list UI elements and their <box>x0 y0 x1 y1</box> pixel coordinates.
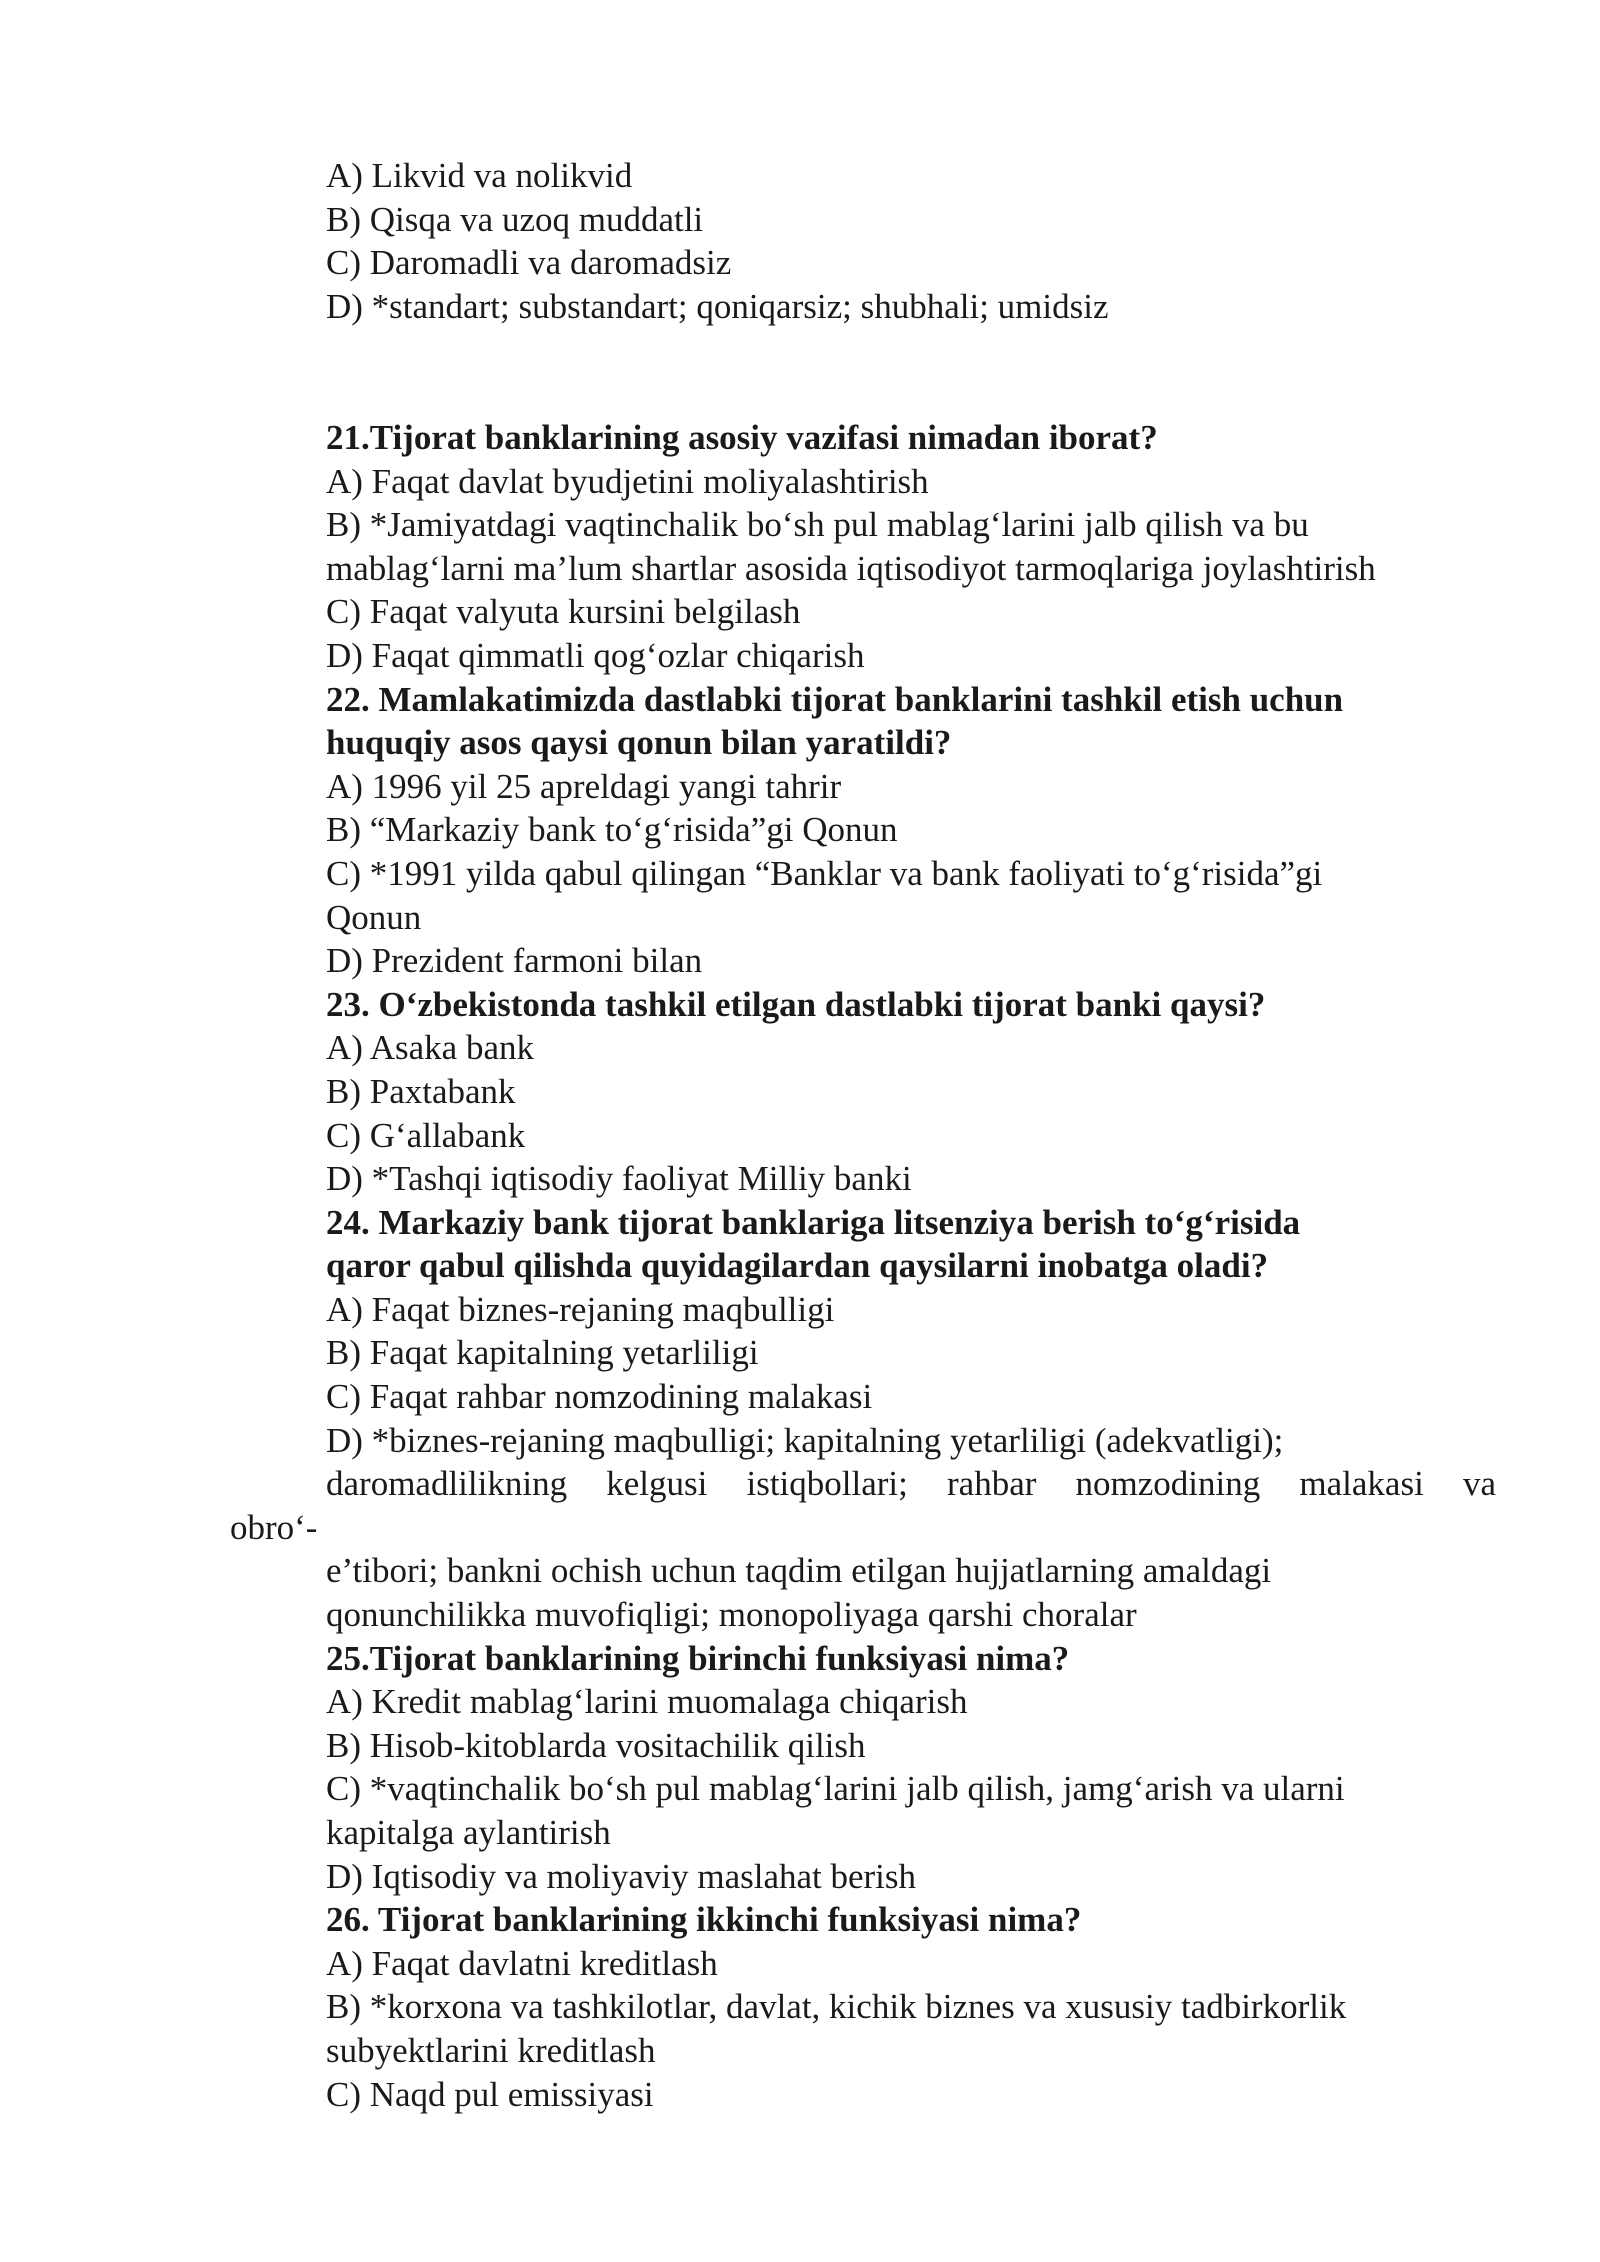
answer-c: C) Faqat rahbar nomzodining malakasi <box>326 1377 873 1417</box>
word: kelgusi <box>606 1464 708 1504</box>
answer-d: D) Prezident farmoni bilan <box>326 941 703 981</box>
answer-a: A) 1996 yil 25 apreldagi yangi tahrir <box>326 766 842 806</box>
question-text: 21.Tijorat banklarining asosiy vazifasi nimadan iborat? <box>326 418 1158 457</box>
answer-a: A) Asaka bank <box>326 1028 535 1068</box>
answer-b: B) Qisqa va uzoq muddatli <box>326 199 704 239</box>
answer-b: B) Faqat kapitalning yetarliligi <box>326 1333 759 1373</box>
answer-b-continued: subyektlarini kreditlash <box>326 2030 656 2070</box>
word: rahbar <box>947 1464 1037 1504</box>
answer-b-continued: mablag‘larni ma’lum shartlar asosida iqtisodiyot tarmoqlariga joylashtirish <box>326 548 1376 588</box>
question-22 <box>326 678 1496 983</box>
answer-c: C) Faqat valyuta kursini belgilash <box>326 592 801 632</box>
answer-d: D) *biznes-rejaning maqbulligi; kapitalning yetarliligi (adekvatligi); <box>326 1420 1284 1460</box>
answer-c: C) G‘allabank <box>326 1115 526 1155</box>
question-text: 25.Tijorat banklarining birinchi funksiyasi nima? <box>326 1638 1070 1678</box>
word: daromadlilikning <box>326 1464 568 1504</box>
prev-question-answers <box>326 154 1496 328</box>
answer-d: D) *standart; substandart; qoniqarsiz; shubhali; umidsiz <box>326 286 1109 326</box>
answer-a: A) Faqat davlat byudjetini moliyalashtirish <box>326 461 929 501</box>
answer-a: A) Faqat biznes-rejaning maqbulligi <box>326 1289 835 1329</box>
answer-b: B) “Markaziy bank to‘g‘risida”gi Qonun <box>326 810 898 850</box>
answer-c: C) *vaqtinchalik bo‘sh pul mablag‘larini jalb qilish, jamg‘arish va ularni <box>326 1769 1345 1809</box>
question-23 <box>326 983 1496 1201</box>
answer-a: A) Likvid va nolikvid <box>326 156 633 195</box>
answer-d-continued: qonunchilikka muvofiqligi; monopoliyaga qarshi choralar <box>326 1595 1137 1635</box>
answer-b: B) *korxona va tashkilotlar, davlat, kichik biznes va xususiy tadbirkorlik <box>326 1987 1347 2027</box>
answer-d: D) *Tashqi iqtisodiy faoliyat Milliy banki <box>326 1159 912 1199</box>
answer-a: A) Kredit mablag‘larini muomalaga chiqarish <box>326 1682 968 1722</box>
answer-c-continued: kapitalga aylantirish <box>326 1813 611 1852</box>
answer-c: C) Daromadli va daromadsiz <box>326 243 732 283</box>
question-text-continued: qaror qabul qilishda quyidagilardan qaysilarni inobatga oladi? <box>326 1246 1269 1286</box>
answer-d-justified-line <box>326 1462 1496 1506</box>
question-25 <box>326 1637 1496 1899</box>
answer-d-outdent: obro‘- <box>230 1507 318 1547</box>
answer-b: B) Hisob-kitoblarda vositachilik qilish <box>326 1725 866 1765</box>
question-24 <box>230 1201 1496 1637</box>
answer-c: C) *1991 yilda qabul qilingan “Banklar va bank faoliyati to‘g‘risida”gi <box>326 853 1323 893</box>
answer-c-continued: Qonun <box>326 897 422 937</box>
word: malakasi <box>1299 1464 1424 1504</box>
answer-d: D) Iqtisodiy va moliyaviy maslahat berish <box>326 1856 917 1896</box>
question-text: 26. Tijorat banklarining ikkinchi funksiyasi nima? <box>326 1900 1082 1940</box>
answer-d-continued: e’tibori; bankni ochish uchun taqdim etilgan hujjatlarning amaldagi <box>326 1551 1272 1591</box>
question-text: 24. Markaziy bank tijorat banklariga litsenziya berish to‘g‘risida <box>326 1202 1301 1242</box>
question-21 <box>326 416 1496 678</box>
questions-list <box>230 416 1496 2116</box>
answer-d: D) Faqat qimmatli qog‘ozlar chiqarish <box>326 635 865 675</box>
question-text: 23. O‘zbekistonda tashkil etilgan dastlabki tijorat banki qaysi? <box>326 984 1266 1024</box>
answer-c: C) Naqd pul emissiyasi <box>326 2074 654 2114</box>
answer-a: A) Faqat davlatni kreditlash <box>326 1943 718 1983</box>
word: istiqbollari; <box>746 1464 908 1504</box>
answer-b: B) Paxtabank <box>326 1071 516 1111</box>
word: va <box>1462 1464 1496 1504</box>
question-26 <box>326 1898 1496 2116</box>
question-text-continued: huquqiy asos qaysi qonun bilan yaratildi? <box>326 723 952 763</box>
answer-b: B) *Jamiyatdagi vaqtinchalik bo‘sh pul mablag‘larini jalb qilish va bu <box>326 505 1309 545</box>
question-text: 22. Mamlakatimizda dastlabki tijorat banklarini tashkil etish uchun <box>326 679 1344 719</box>
word: nomzodining <box>1075 1464 1261 1504</box>
